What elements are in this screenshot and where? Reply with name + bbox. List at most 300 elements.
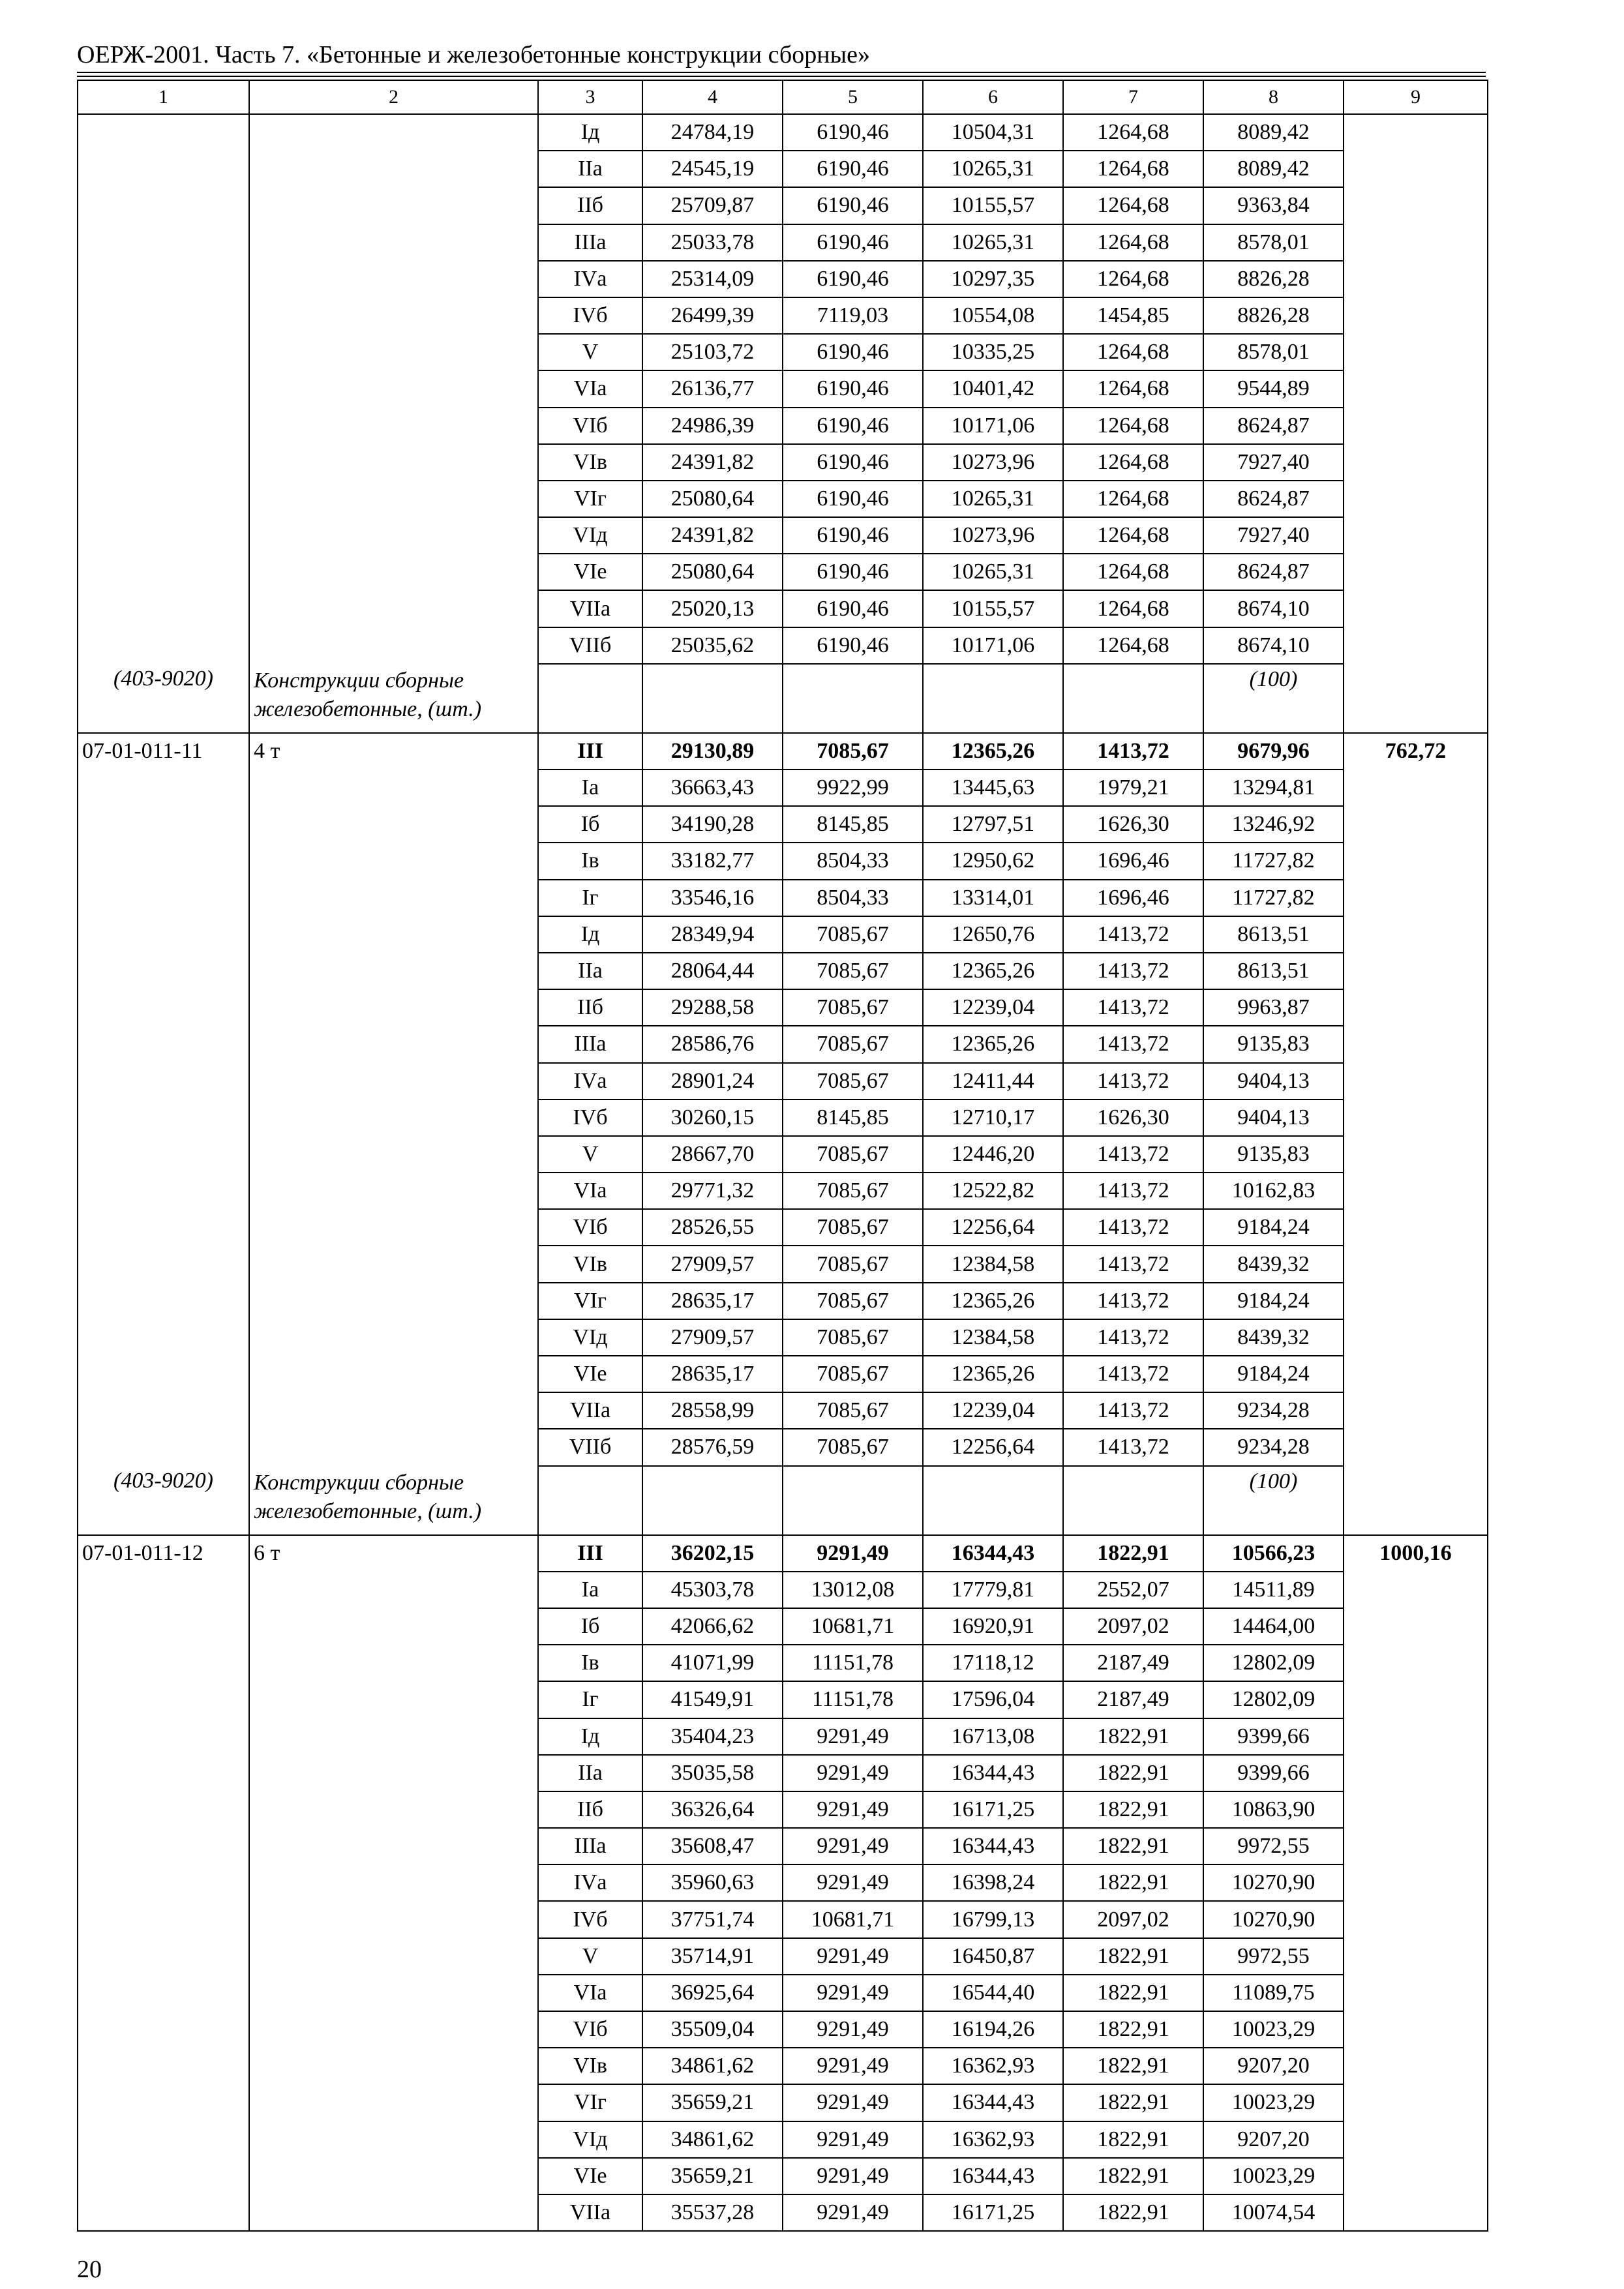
zone-code: IIа [538, 953, 642, 989]
price-value: 13314,01 [923, 880, 1063, 916]
price-value: 1264,68 [1063, 114, 1203, 151]
empty-cell [1344, 627, 1488, 664]
price-value: 24784,19 [642, 114, 783, 151]
empty-cell [78, 1901, 249, 1937]
price-value: 1264,68 [1063, 151, 1203, 187]
price-value: 7085,67 [783, 1136, 923, 1173]
empty-cell [78, 1645, 249, 1681]
price-value: 12365,26 [923, 733, 1063, 770]
price-value: 2552,07 [1063, 1572, 1203, 1608]
price-value: 9207,20 [1203, 2048, 1344, 2084]
column-number-row [78, 80, 1488, 114]
zone-code: VIIб [538, 1429, 642, 1465]
price-value: 1979,21 [1063, 770, 1203, 806]
empty-cell [1344, 2048, 1488, 2084]
zone-code: VIа [538, 1975, 642, 2011]
empty-cell [78, 2158, 249, 2194]
price-value: 1413,72 [1063, 1209, 1203, 1246]
price-value: 7085,67 [783, 1173, 923, 1209]
empty-cell [249, 1429, 538, 1465]
zone-code: IIб [538, 1791, 642, 1828]
empty-cell [249, 1392, 538, 1429]
price-value: 1822,91 [1063, 1828, 1203, 1864]
empty-cell [249, 1283, 538, 1319]
price-value: 1413,72 [1063, 1283, 1203, 1319]
price-value: 12802,09 [1203, 1645, 1344, 1681]
empty-cell [1344, 806, 1488, 843]
price-value: 9207,20 [1203, 2121, 1344, 2158]
empty-cell [78, 806, 249, 843]
empty-cell [78, 1718, 249, 1755]
empty-cell [1344, 1283, 1488, 1319]
empty-cell [249, 1718, 538, 1755]
header-rule [77, 72, 1486, 73]
table-row [78, 2194, 1488, 2231]
price-value: 7085,67 [783, 1209, 923, 1246]
empty-cell [1344, 554, 1488, 590]
price-value: 12384,58 [923, 1246, 1063, 1282]
table-row [78, 1246, 1488, 1282]
price-value: 12411,44 [923, 1063, 1063, 1100]
table-row [78, 1828, 1488, 1864]
price-value: 25033,78 [642, 224, 783, 261]
price-value: 25709,87 [642, 187, 783, 224]
column-number: 6 [923, 80, 1063, 114]
price-value: 42066,62 [642, 1608, 783, 1645]
empty-cell [78, 334, 249, 370]
price-value: 34190,28 [642, 806, 783, 843]
price-value: 9404,13 [1203, 1100, 1344, 1136]
price-value: 41549,91 [642, 1681, 783, 1718]
price-value: 8504,33 [783, 880, 923, 916]
zone-code: Iа [538, 1572, 642, 1608]
price-value: 16194,26 [923, 2011, 1063, 2048]
price-value: 12365,26 [923, 1283, 1063, 1319]
weight-value: 762,72 [1344, 733, 1488, 770]
zone-code: VIе [538, 2158, 642, 2194]
table-row [78, 114, 1488, 151]
empty-cell [1344, 334, 1488, 370]
price-value: 16398,24 [923, 1864, 1063, 1901]
price-value: 1264,68 [1063, 370, 1203, 407]
price-value: 12384,58 [923, 1319, 1063, 1356]
price-value: 8826,28 [1203, 297, 1344, 334]
empty-cell [1344, 664, 1488, 733]
price-value: 9291,49 [783, 1718, 923, 1755]
price-value: 1822,91 [1063, 2194, 1203, 2231]
empty-cell [78, 408, 249, 444]
table-row [78, 1100, 1488, 1136]
empty-cell [78, 2084, 249, 2121]
empty-cell [78, 114, 249, 151]
price-value: 8439,32 [1203, 1319, 1344, 1356]
price-value: 25103,72 [642, 334, 783, 370]
price-value: 9404,13 [1203, 1063, 1344, 1100]
table-row [78, 1645, 1488, 1681]
empty-cell [78, 1938, 249, 1975]
empty-cell [1344, 1209, 1488, 1246]
price-value: 1822,91 [1063, 1791, 1203, 1828]
empty-cell [78, 1392, 249, 1429]
price-value: 6190,46 [783, 627, 923, 664]
price-value: 9291,49 [783, 1755, 923, 1791]
price-value: 9544,89 [1203, 370, 1344, 407]
table-row [78, 1791, 1488, 1828]
price-value: 6190,46 [783, 481, 923, 517]
empty-cell [1344, 1173, 1488, 1209]
price-value: 16362,93 [923, 2048, 1063, 2084]
table-row [78, 151, 1488, 187]
price-value: 1264,68 [1063, 224, 1203, 261]
table-row [78, 370, 1488, 407]
price-value: 35509,04 [642, 2011, 783, 2048]
empty-cell [538, 664, 642, 733]
price-value: 35608,47 [642, 1828, 783, 1864]
empty-cell [1344, 1246, 1488, 1282]
price-value: 12650,76 [923, 916, 1063, 953]
empty-cell [1344, 1063, 1488, 1100]
empty-cell [1344, 481, 1488, 517]
price-value: 1413,72 [1063, 1026, 1203, 1062]
price-value: 6190,46 [783, 408, 923, 444]
price-value: 1413,72 [1063, 1429, 1203, 1465]
empty-cell [78, 1319, 249, 1356]
price-value: 16171,25 [923, 1791, 1063, 1828]
price-value: 1413,72 [1063, 953, 1203, 989]
price-value: 7085,67 [783, 916, 923, 953]
price-value: 1264,68 [1063, 408, 1203, 444]
zone-code: VIе [538, 1356, 642, 1392]
empty-cell [1344, 1755, 1488, 1791]
empty-cell [78, 481, 249, 517]
page-number: 20 [77, 2256, 102, 2283]
zone-code: VIг [538, 481, 642, 517]
empty-cell [249, 1173, 538, 1209]
empty-cell [249, 627, 538, 664]
price-value: 10265,31 [923, 224, 1063, 261]
price-value: 10155,57 [923, 590, 1063, 627]
price-value: 8089,42 [1203, 114, 1344, 151]
zone-code: Iг [538, 880, 642, 916]
empty-cell [1344, 1828, 1488, 1864]
table-row [78, 806, 1488, 843]
empty-cell [1344, 1026, 1488, 1062]
price-value: 6190,46 [783, 114, 923, 151]
rate-name: 4 т [249, 733, 538, 770]
column-number: 7 [1063, 80, 1203, 114]
empty-cell [78, 1864, 249, 1901]
table-row [78, 880, 1488, 916]
empty-cell [249, 916, 538, 953]
table-row [78, 1063, 1488, 1100]
table-row [78, 1173, 1488, 1209]
table-row [78, 1572, 1488, 1608]
empty-cell [1344, 1718, 1488, 1755]
zone-code: VIд [538, 517, 642, 554]
zone-code: VIд [538, 2121, 642, 2158]
price-value: 1822,91 [1063, 1864, 1203, 1901]
zone-code: Iд [538, 916, 642, 953]
price-value: 36202,15 [642, 1535, 783, 1572]
empty-cell [78, 261, 249, 297]
price-value: 28901,24 [642, 1063, 783, 1100]
price-value: 17118,12 [923, 1645, 1063, 1681]
price-value: 13012,08 [783, 1572, 923, 1608]
price-value: 6190,46 [783, 261, 923, 297]
empty-cell [78, 297, 249, 334]
price-value: 8624,87 [1203, 554, 1344, 590]
zone-code: VIг [538, 2084, 642, 2121]
empty-cell [783, 664, 923, 733]
empty-cell [78, 627, 249, 664]
zone-code: VIв [538, 2048, 642, 2084]
price-value: 13445,63 [923, 770, 1063, 806]
price-value: 36326,64 [642, 1791, 783, 1828]
weight-value: 1000,16 [1344, 1535, 1488, 1572]
price-value: 1264,68 [1063, 261, 1203, 297]
empty-cell [78, 880, 249, 916]
empty-cell [249, 408, 538, 444]
zone-code: V [538, 1938, 642, 1975]
price-value: 9184,24 [1203, 1283, 1344, 1319]
price-value: 29288,58 [642, 989, 783, 1026]
empty-cell [1063, 664, 1203, 733]
price-value: 9972,55 [1203, 1828, 1344, 1864]
price-value: 1696,46 [1063, 843, 1203, 879]
empty-cell [642, 664, 783, 733]
price-value: 17779,81 [923, 1572, 1063, 1608]
price-value: 9291,49 [783, 2194, 923, 2231]
price-value: 2187,49 [1063, 1681, 1203, 1718]
zone-code: IIа [538, 151, 642, 187]
empty-cell [249, 1246, 538, 1282]
empty-cell [1344, 989, 1488, 1026]
price-value: 7085,67 [783, 1063, 923, 1100]
empty-cell [249, 806, 538, 843]
zone-code: VIIа [538, 590, 642, 627]
price-value: 9291,49 [783, 1791, 923, 1828]
price-value: 9291,49 [783, 2158, 923, 2194]
empty-cell [249, 2011, 538, 2048]
price-value: 8578,01 [1203, 334, 1344, 370]
price-value: 8613,51 [1203, 916, 1344, 953]
price-value: 1413,72 [1063, 916, 1203, 953]
price-value: 28576,59 [642, 1429, 783, 1465]
price-value: 10270,90 [1203, 1901, 1344, 1937]
empty-cell [78, 953, 249, 989]
price-value: 16362,93 [923, 2121, 1063, 2158]
table-row [78, 224, 1488, 261]
material-note-row [78, 664, 1488, 733]
price-value: 6190,46 [783, 187, 923, 224]
zone-code: VIв [538, 444, 642, 481]
table-row [78, 1136, 1488, 1173]
price-value: 9363,84 [1203, 187, 1344, 224]
zone-code: VIв [538, 1246, 642, 1282]
price-value: 9972,55 [1203, 1938, 1344, 1975]
price-value: 8674,10 [1203, 590, 1344, 627]
price-value: 12446,20 [923, 1136, 1063, 1173]
empty-cell [78, 1608, 249, 1645]
empty-cell [249, 953, 538, 989]
empty-cell [78, 517, 249, 554]
price-value: 7085,67 [783, 1246, 923, 1282]
empty-cell [249, 1791, 538, 1828]
table-row [78, 408, 1488, 444]
price-value: 8613,51 [1203, 953, 1344, 989]
material-code: (403-9020) [78, 1466, 249, 1535]
empty-cell [249, 554, 538, 590]
price-value: 10273,96 [923, 444, 1063, 481]
price-value: 1822,91 [1063, 1975, 1203, 2011]
empty-cell [1344, 1901, 1488, 1937]
empty-cell [249, 261, 538, 297]
price-value: 6190,46 [783, 334, 923, 370]
price-value: 12365,26 [923, 953, 1063, 989]
table-row [78, 2011, 1488, 2048]
price-value: 7085,67 [783, 1283, 923, 1319]
empty-cell [1344, 880, 1488, 916]
price-value: 1264,68 [1063, 627, 1203, 664]
price-value: 34861,62 [642, 2048, 783, 2084]
price-value: 35404,23 [642, 1718, 783, 1755]
zone-code: IIIа [538, 1026, 642, 1062]
empty-cell [249, 517, 538, 554]
price-value: 16344,43 [923, 2158, 1063, 2194]
empty-cell [249, 843, 538, 879]
empty-cell [642, 1466, 783, 1535]
price-value: 12256,64 [923, 1429, 1063, 1465]
price-value: 1822,91 [1063, 1755, 1203, 1791]
empty-cell [249, 1901, 538, 1937]
table-row [78, 187, 1488, 224]
empty-cell [1344, 2121, 1488, 2158]
empty-cell [249, 1063, 538, 1100]
price-value: 10681,71 [783, 1608, 923, 1645]
empty-cell [249, 151, 538, 187]
price-value: 10171,06 [923, 627, 1063, 664]
price-value: 1264,68 [1063, 334, 1203, 370]
price-value: 12522,82 [923, 1173, 1063, 1209]
price-value: 1822,91 [1063, 1938, 1203, 1975]
empty-cell [78, 554, 249, 590]
empty-cell [249, 2121, 538, 2158]
table-row [78, 1938, 1488, 1975]
price-value: 6190,46 [783, 370, 923, 407]
price-value: 10171,06 [923, 408, 1063, 444]
zone-code: VIа [538, 370, 642, 407]
empty-cell [78, 1572, 249, 1608]
table-row [78, 770, 1488, 806]
price-value: 9679,96 [1203, 733, 1344, 770]
price-value: 24391,82 [642, 517, 783, 554]
table-row [78, 261, 1488, 297]
price-value: 7085,67 [783, 1429, 923, 1465]
empty-cell [78, 2048, 249, 2084]
zone-code: IIб [538, 187, 642, 224]
empty-cell [249, 187, 538, 224]
price-value: 9135,83 [1203, 1136, 1344, 1173]
price-value: 8439,32 [1203, 1246, 1344, 1282]
empty-cell [78, 1791, 249, 1828]
empty-cell [249, 1319, 538, 1356]
rate-code: 07-01-011-11 [78, 733, 249, 770]
price-value: 7085,67 [783, 1356, 923, 1392]
price-value: 1626,30 [1063, 1100, 1203, 1136]
price-value: 1264,68 [1063, 187, 1203, 224]
price-value: 10273,96 [923, 517, 1063, 554]
table-row [78, 843, 1488, 879]
price-value: 9963,87 [1203, 989, 1344, 1026]
empty-cell [249, 1572, 538, 1608]
zone-code: VIг [538, 1283, 642, 1319]
empty-cell [1344, 1572, 1488, 1608]
price-value: 1413,72 [1063, 1319, 1203, 1356]
price-value: 10504,31 [923, 114, 1063, 151]
zone-code: VIб [538, 1209, 642, 1246]
price-value: 7085,67 [783, 733, 923, 770]
empty-cell [78, 1681, 249, 1718]
price-value: 1822,91 [1063, 1535, 1203, 1572]
price-value: 16344,43 [923, 2084, 1063, 2121]
price-value: 1696,46 [1063, 880, 1203, 916]
empty-cell [249, 297, 538, 334]
price-value: 27909,57 [642, 1246, 783, 1282]
empty-cell [1344, 1429, 1488, 1465]
zone-code: IVа [538, 1864, 642, 1901]
zone-code: IIIа [538, 1828, 642, 1864]
price-value: 36663,43 [642, 770, 783, 806]
zone-code: IIа [538, 1755, 642, 1791]
price-value: 1413,72 [1063, 733, 1203, 770]
table-row [78, 1681, 1488, 1718]
zone-code: Iд [538, 114, 642, 151]
zone-code: Iд [538, 1718, 642, 1755]
price-value: 14464,00 [1203, 1608, 1344, 1645]
price-value: 16713,08 [923, 1718, 1063, 1755]
rate-code: 07-01-011-12 [78, 1535, 249, 1572]
price-value: 33546,16 [642, 880, 783, 916]
empty-cell [1344, 1864, 1488, 1901]
price-value: 7085,67 [783, 1026, 923, 1062]
table-row [78, 1209, 1488, 1246]
price-value: 9291,49 [783, 1535, 923, 1572]
empty-cell [1344, 187, 1488, 224]
price-value: 1822,91 [1063, 2158, 1203, 2194]
price-value: 7085,67 [783, 1392, 923, 1429]
empty-cell [1344, 1392, 1488, 1429]
price-value: 9291,49 [783, 1864, 923, 1901]
column-number: 8 [1203, 80, 1344, 114]
price-value: 24545,19 [642, 151, 783, 187]
zone-code: III [538, 733, 642, 770]
price-value: 10265,31 [923, 481, 1063, 517]
price-value: 10162,83 [1203, 1173, 1344, 1209]
empty-cell [249, 1608, 538, 1645]
zone-code: III [538, 1535, 642, 1572]
price-value: 28635,17 [642, 1283, 783, 1319]
empty-cell [1344, 1100, 1488, 1136]
column-number: 2 [249, 80, 538, 114]
price-value: 1822,91 [1063, 1718, 1203, 1755]
table-row [78, 517, 1488, 554]
price-value: 36925,64 [642, 1975, 783, 2011]
price-value: 9291,49 [783, 2121, 923, 2158]
empty-cell [923, 664, 1063, 733]
zone-code: VIб [538, 408, 642, 444]
empty-cell [1344, 1608, 1488, 1645]
price-value: 6190,46 [783, 151, 923, 187]
